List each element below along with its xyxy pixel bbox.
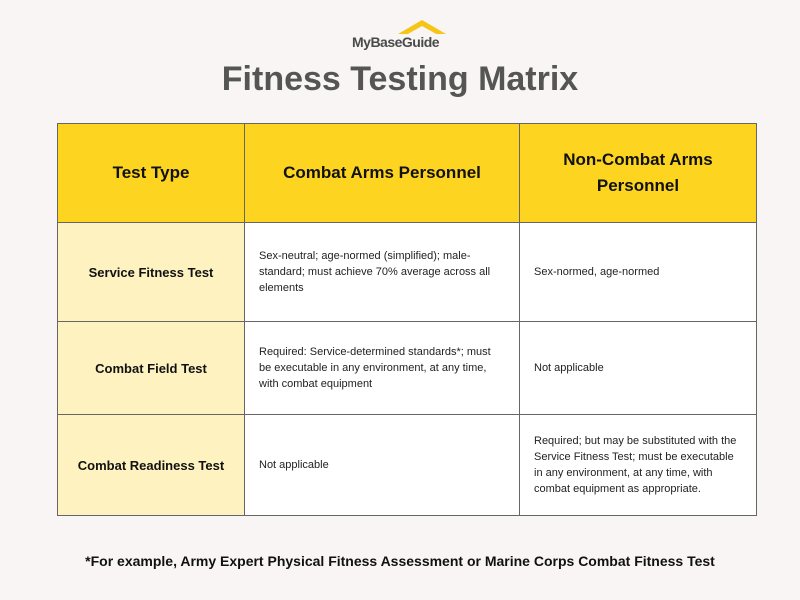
row-type: Combat Readiness Test bbox=[58, 415, 245, 516]
row-noncombat: Not applicable bbox=[520, 322, 757, 415]
footnote: *For example, Army Expert Physical Fitness Assessment or Marine Corps Combat Fitness Test bbox=[85, 553, 715, 569]
row-noncombat: Sex-normed, age-normed bbox=[520, 223, 757, 322]
row-type: Service Fitness Test bbox=[58, 223, 245, 322]
table-row bbox=[58, 415, 757, 516]
row-noncombat: Required; but may be substituted with the Service Fitness Test; must be executable in any environment, at any time, with combat equipment as appropriate. bbox=[520, 415, 757, 516]
row-combat: Required: Service-determined standards*; must be executable in any environment, at any time, with combat equipment bbox=[245, 322, 520, 415]
header-row bbox=[58, 124, 757, 223]
header-test-type: Test Type bbox=[58, 124, 245, 223]
row-combat: Sex-neutral; age-normed (simplified); male-standard; must achieve 70% average across all elements bbox=[245, 223, 520, 322]
logo-text: MyBaseGuide bbox=[352, 34, 440, 50]
fitness-matrix-table bbox=[57, 123, 757, 516]
logo bbox=[352, 20, 448, 54]
table-row bbox=[58, 223, 757, 322]
header-non-combat-arms bbox=[520, 124, 757, 223]
table-row bbox=[58, 322, 757, 415]
header-non-combat-text: Non-Combat Arms Personnel bbox=[563, 150, 713, 195]
page-title: Fitness Testing Matrix bbox=[221, 60, 579, 98]
row-combat: Not applicable bbox=[245, 415, 520, 516]
header-combat-arms: Combat Arms Personnel bbox=[245, 124, 520, 223]
row-type: Combat Field Test bbox=[58, 322, 245, 415]
